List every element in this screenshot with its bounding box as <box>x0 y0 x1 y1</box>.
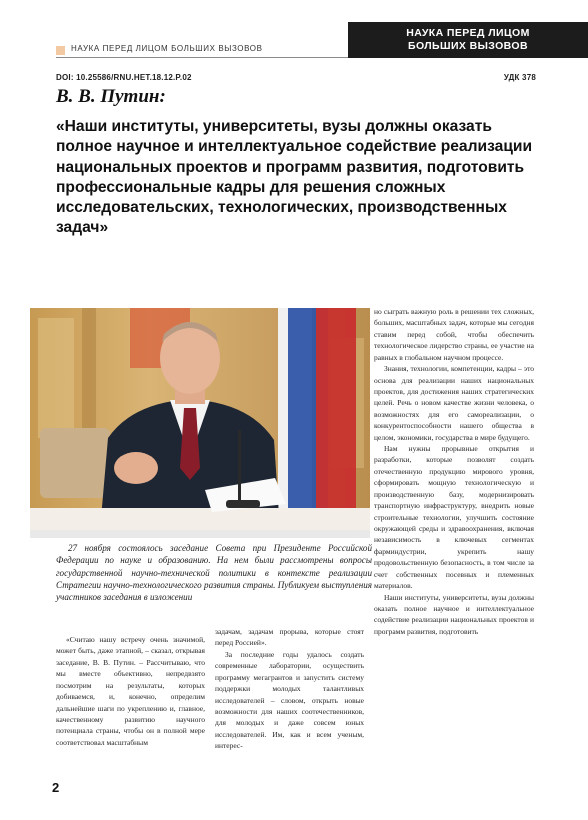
page-number: 2 <box>52 780 60 795</box>
header-rule <box>56 57 348 58</box>
photo-base-strip <box>30 530 370 538</box>
paragraph: Нам нужны прорывные открытия и разработки, которые позволят создать отечественную продукцию мирового уровня, сформировать мощную технологическую и производственную базу, модернизировать транспортную инфраструктуру, внедрить новые строительные технологии, улучшить состояние окружающей среды и здравоохранения, включая независимость в ключевых сегментах фарминдустрии, укрепить нашу продовольственную безопасность, в том числе за счет собственных посевных и племенных материалов. <box>374 444 534 591</box>
paragraph: Наши институты, университеты, вузы должны оказать полное научное и интеллектуальное содействие реализации национальных проектов и программ развития, подготовить <box>374 592 534 636</box>
paragraph: За последние годы удалось создать современные лаборатории, осуществить программу мегагрантов и запустить систему поддержки молодых талантливых исследователей – словом, открыть новые возможности для наших соотечественников, для молодых и даже совсем юных исследователей. Им, как и всем ученым, интерес- <box>215 649 364 751</box>
running-title: НАУКА ПЕРЕД ЛИЦОМ БОЛЬШИХ ВЫЗОВОВ <box>71 44 263 53</box>
header-accent-square <box>56 46 65 55</box>
section-label-line2: БОЛЬШИХ ВЫЗОВОВ <box>408 40 528 52</box>
udk-code: УДК 378 <box>503 73 536 82</box>
section-label-line1: НАУКА ПЕРЕД ЛИЦОМ <box>406 27 530 39</box>
paragraph: «Считаю нашу встречу очень значимой, может быть, даже этапной, – сказал, открывая заседание, В. В. Путин. – Рассчитываю, что мы вместе объективно, непредвзято посмотрим на результаты, которых добиваемся, и, конечно, определим дальнейшие шаги по укреплению и, главное, качественному развитию научного потенциала страны, чтобы он в полной мере соответствовал масштабным <box>56 635 205 747</box>
photo-caption: 27 ноября состоялось заседание Совета при Президенте Российской Федерации по науке и образованию. На нем были рассмотрены вопросы государственной научно-технической политики в контексте реализации Стратегии научно-технологического развития страны. Публикуем выступления участников заседания в изложении <box>56 543 372 603</box>
article-title: «Наши институты, университеты, вузы должны оказать полное научное и интеллектуальное содействие реализации национальных проектов и программ развития, подготовить профессиональные кадры для решения сложных исследовательских, технологических, производственных задач» <box>56 118 533 237</box>
section-label-box <box>348 22 588 58</box>
paragraph: задачам, задачам прорыва, которые стоят перед Россией». <box>215 627 364 648</box>
paragraph: но сыграть важную роль в решении тех сложных, больших, масштабных задач, которые мы сегодня ставим перед собой, чтобы обеспечить технологическое лидерство страны, ее участие на равных в глобальном научном процессе. <box>374 307 534 362</box>
text-column-3 <box>374 306 534 637</box>
text-column-1 <box>56 634 205 748</box>
text-column-2 <box>215 626 364 752</box>
author-name: В. В. Путин: <box>56 86 166 107</box>
paragraph: Знания, технологии, компетенции, кадры – это основа для реализации наших национальных проектов, для достижения наших стратегических целей. Речь о новом качестве жизни человека, о возможностях для его самореализации, о конкурентоспособности нашего общества в целом, экономики, государства в мире будущего. <box>374 364 534 442</box>
article-photo <box>30 308 370 530</box>
doi: DOI: 10.25586/RNU.HET.18.12.P.02 <box>56 73 192 82</box>
